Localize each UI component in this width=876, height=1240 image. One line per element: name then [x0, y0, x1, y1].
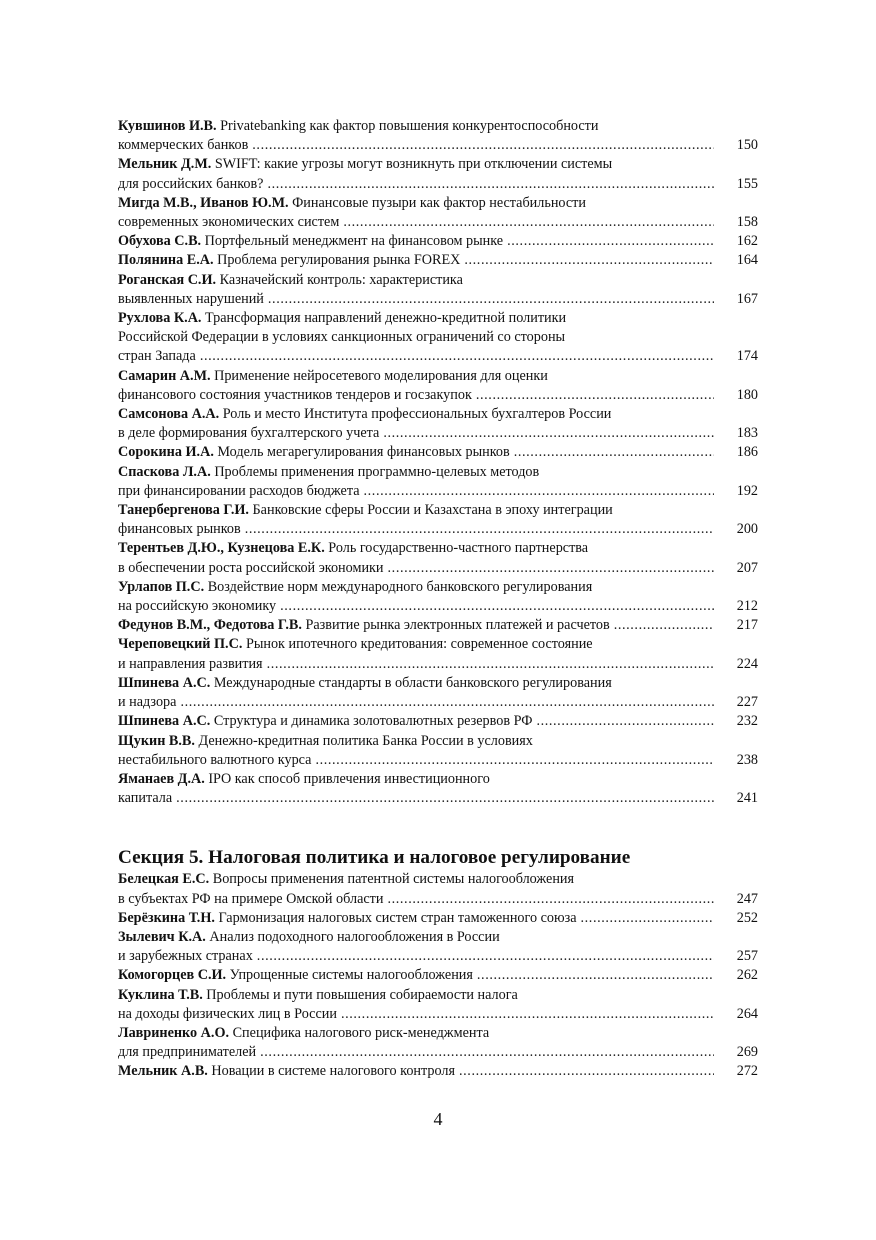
toc-leader-dots	[252, 136, 714, 155]
toc-entry[interactable]	[118, 1024, 758, 1062]
toc-page-number: 180	[736, 386, 758, 403]
table-of-contents	[118, 117, 758, 1082]
toc-page-number: 238	[736, 751, 758, 768]
toc-entry-author: Федунов В.М., Федотова Г.В.	[118, 617, 302, 634]
toc-entry-line	[118, 520, 758, 539]
toc-entry[interactable]	[118, 712, 758, 731]
section-5-title: Секция 5. Налоговая политика и налоговое регулирование	[118, 847, 631, 869]
toc-entry-text	[118, 1005, 337, 1024]
toc-leader-dots	[245, 520, 714, 539]
toc-entry-line	[118, 770, 758, 789]
toc-leader-dots	[267, 655, 714, 674]
toc-entry-text	[118, 347, 196, 366]
toc-page-number: 272	[736, 1063, 758, 1080]
toc-entry[interactable]	[118, 251, 758, 270]
toc-entry-line	[118, 870, 758, 889]
toc-page-number: 247	[736, 890, 758, 907]
toc-entry-line	[118, 232, 758, 251]
toc-leader-dots	[364, 482, 715, 501]
toc-entry-author: Мельник Д.М.	[118, 156, 212, 173]
toc-entry-line	[118, 136, 758, 155]
toc-entry-line	[118, 539, 758, 558]
toc-entry-line	[118, 947, 758, 966]
toc-entry-line	[118, 155, 758, 174]
toc-entry-author: Рухлова К.А.	[118, 310, 202, 327]
toc-entry-title: Воздействие норм международного банковского регулирования	[204, 578, 593, 595]
toc-page-number: 241	[736, 790, 758, 807]
toc-entry-line	[118, 751, 758, 770]
toc-entry-line	[118, 1005, 758, 1024]
toc-entry-line	[118, 367, 758, 386]
toc-entry-author: Роганская С.И.	[118, 271, 217, 288]
toc-entry-line	[118, 909, 758, 928]
toc-page-number: 192	[736, 482, 758, 499]
toc-entry-line	[118, 616, 758, 635]
toc-entry-line	[118, 271, 758, 290]
toc-entry-author: Полянина Е.А.	[118, 252, 214, 269]
toc-entry-line	[118, 251, 758, 270]
toc-entry-text	[118, 136, 248, 155]
toc-entry-title: капитала	[118, 790, 173, 807]
toc-entry-author: Шпинева А.С.	[118, 713, 211, 730]
toc-entry-line	[118, 290, 758, 309]
toc-entry-title: финансовых рынков	[118, 521, 241, 538]
toc-page-number: 183	[736, 425, 758, 442]
toc-entry-title: Privatebanking как фактор повышения конкурентоспособности	[216, 118, 599, 134]
toc-leader-dots	[200, 347, 714, 366]
toc-entry-text	[118, 232, 503, 251]
toc-page-number: 269	[736, 1044, 758, 1061]
toc-entry-text	[118, 482, 360, 501]
toc-entry-line	[118, 213, 758, 232]
toc-entry-text	[118, 290, 264, 309]
toc-page-number: 262	[736, 967, 758, 984]
toc-entry-title: Проблемы применения программно-целевых методов	[210, 463, 540, 480]
toc-leader-dots	[459, 1062, 714, 1081]
toc-entry[interactable]	[118, 986, 758, 1024]
toc-entry-title: Казначейский контроль: характеристика	[216, 271, 463, 288]
toc-entry-author: Щукин В.В.	[118, 732, 195, 749]
toc-entry[interactable]	[118, 732, 758, 770]
toc-entry-title: в деле формирования бухгалтерского учета	[118, 425, 380, 442]
toc-entry-line	[118, 928, 758, 947]
toc-entry[interactable]	[118, 309, 758, 367]
toc-leader-dots	[614, 616, 714, 635]
toc-page-number: 207	[736, 559, 758, 576]
toc-page-number: 162	[736, 233, 758, 250]
toc-entry-title: Анализ подоходного налогообложения в России	[205, 928, 500, 945]
toc-entry-title: для российских банков?	[118, 175, 264, 192]
toc-page-number: 264	[736, 1005, 758, 1022]
toc-entry-line	[118, 424, 758, 443]
toc-entry-author: Танербергенова Г.И.	[118, 502, 249, 519]
toc-page-number: 167	[736, 290, 758, 307]
toc-page-number: 227	[736, 694, 758, 711]
toc-leader-dots	[388, 559, 714, 578]
toc-entry-title: и надзора	[118, 694, 177, 711]
toc-entry-text	[118, 890, 383, 909]
toc-entry-author: Куклина Т.В.	[118, 986, 203, 1003]
toc-entry[interactable]	[118, 539, 758, 577]
toc-entry-line	[118, 443, 758, 462]
toc-entry-author: Обухова С.В.	[118, 233, 202, 250]
toc-entry-author: Урлапов П.С.	[118, 578, 205, 595]
toc-entry-text	[118, 909, 577, 928]
toc-entry-author: Мельник А.В.	[118, 1063, 208, 1080]
toc-leader-dots	[343, 213, 714, 232]
toc-entry-text	[118, 175, 263, 194]
toc-entry[interactable]	[118, 155, 758, 193]
toc-page-number: 224	[736, 655, 758, 672]
toc-page-number: 252	[736, 909, 758, 926]
toc-entry-title: Модель мегарегулирования финансовых рынков	[213, 444, 510, 461]
toc-entry-author: Самарин А.М.	[118, 367, 211, 384]
toc-entry-title: и направления развития	[118, 655, 263, 672]
toc-entry-title: Новации в системе налогового контроля	[207, 1063, 456, 1080]
toc-entry[interactable]	[118, 501, 758, 539]
toc-entry[interactable]	[118, 674, 758, 712]
toc-leader-dots	[341, 1005, 714, 1024]
toc-page-number: 212	[736, 598, 758, 615]
toc-entry-title: SWIFT: какие угрозы могут возникнуть при отключении системы	[211, 156, 613, 173]
toc-entry-line	[118, 386, 758, 405]
page-number: 4	[433, 1109, 443, 1129]
toc-entry[interactable]	[118, 367, 758, 405]
toc-leader-dots	[268, 290, 714, 309]
toc-page-number: 217	[736, 617, 758, 634]
toc-entry-author: Мигда М.В., Иванов Ю.М.	[118, 194, 289, 211]
toc-entry-line	[118, 309, 758, 328]
toc-leader-dots	[536, 712, 714, 731]
toc-entry-text	[118, 597, 276, 616]
toc-entry-author: Комогорцев С.И.	[118, 967, 227, 984]
toc-entry[interactable]	[118, 232, 758, 251]
toc-entry-text	[118, 655, 263, 674]
toc-entry[interactable]	[118, 870, 758, 908]
toc-entry-title: Финансовые пузыри как фактор нестабильности	[288, 194, 586, 211]
toc-entry-line	[118, 175, 758, 194]
toc-page-number: 158	[736, 214, 758, 231]
toc-entry-author: Яманаев Д.А.	[118, 770, 205, 787]
toc-entry-line	[118, 966, 758, 985]
toc-entry-title: стран Запада	[118, 348, 196, 365]
toc-entry-text	[118, 693, 176, 712]
toc-entry[interactable]	[118, 463, 758, 501]
toc-entry-title: IPO как способ привлечения инвестиционного	[204, 770, 490, 787]
toc-entry-text	[118, 386, 472, 405]
toc-entry-line	[118, 732, 758, 751]
toc-leader-dots	[464, 251, 714, 270]
toc-leader-dots	[280, 597, 714, 616]
toc-entry-title: Структура и динамика золотовалютных резервов РФ	[210, 713, 533, 730]
toc-entry-text	[118, 424, 379, 443]
toc-entry-title: Банковские сферы России и Казахстана в эпоху интеграции	[248, 502, 613, 519]
toc-entry-line	[118, 635, 758, 654]
toc-entry-title: современных экономических систем	[118, 214, 340, 231]
toc-entry-line	[118, 482, 758, 501]
toc-entry-title: Рынок ипотечного кредитования: современное состояние	[242, 636, 593, 653]
toc-entry-line	[118, 194, 758, 213]
toc-entry-line	[118, 789, 758, 808]
toc-entry[interactable]	[118, 405, 758, 443]
toc-entry-title: Проблемы и пути повышения собираемости налога	[202, 986, 518, 1003]
toc-leader-dots	[315, 751, 714, 770]
toc-entry-text	[118, 213, 339, 232]
toc-page-number: 186	[736, 444, 758, 461]
toc-entry[interactable]	[118, 194, 758, 232]
toc-entry-text	[118, 1062, 455, 1081]
toc-entry-text	[118, 559, 384, 578]
toc-entry-line	[118, 578, 758, 597]
toc-entry-text	[118, 1043, 256, 1062]
toc-entry-title: Российской Федерации в условиях санкционных ограничений со стороны	[118, 329, 566, 346]
toc-entry[interactable]	[118, 616, 758, 635]
toc-entry-line	[118, 1043, 758, 1062]
toc-entry-text	[118, 251, 460, 270]
toc-page-number: 200	[736, 521, 758, 538]
toc-entry-text	[118, 789, 172, 808]
toc-entry-title: нестабильного валютного курса	[118, 751, 312, 768]
toc-entry-title: коммерческих банков	[118, 137, 249, 154]
toc-entry-author: Череповецкий П.С.	[118, 636, 243, 653]
toc-entry-line	[118, 501, 758, 520]
toc-entry-title: в субъектах РФ на примере Омской области	[118, 890, 384, 907]
toc-leader-dots	[176, 789, 714, 808]
toc-entry-line	[118, 674, 758, 693]
toc-page-number: 164	[736, 252, 758, 269]
toc-entry[interactable]	[118, 271, 758, 309]
toc-entry-author: Зылевич К.А.	[118, 928, 206, 945]
toc-entry-title: для предпринимателей	[118, 1044, 257, 1061]
toc-entry-text	[118, 443, 510, 462]
toc-leader-dots	[507, 232, 714, 251]
toc-entry-line	[118, 559, 758, 578]
toc-entry-line	[118, 712, 758, 731]
toc-list-section5	[118, 870, 758, 1081]
toc-entry-title: Роль государственно-частного партнерства	[324, 540, 589, 557]
toc-entry-title: Денежно-кредитная политика Банка России в условиях	[194, 732, 533, 749]
toc-leader-dots	[267, 175, 714, 194]
toc-leader-dots	[257, 947, 714, 966]
toc-entry-line	[118, 693, 758, 712]
toc-entry[interactable]	[118, 443, 758, 462]
toc-entry-title: на российскую экономику	[118, 598, 277, 615]
toc-entry-title: Международные стандарты в области банковского регулирования	[210, 674, 612, 691]
toc-entry[interactable]	[118, 770, 758, 808]
toc-entry-text	[118, 712, 532, 731]
toc-page-number: 174	[736, 348, 758, 365]
toc-leader-dots	[514, 443, 714, 462]
toc-entry[interactable]	[118, 578, 758, 616]
toc-entry-line	[118, 328, 758, 347]
toc-entry-line	[118, 655, 758, 674]
toc-leader-dots	[180, 693, 714, 712]
toc-page-number: 232	[736, 713, 758, 730]
toc-page-number: 150	[736, 137, 758, 154]
toc-entry-title: Трансформация направлений денежно-кредитной политики	[201, 310, 567, 327]
toc-entry[interactable]	[118, 909, 758, 928]
toc-entry-title: Специфика налогового риск-менеджмента	[229, 1024, 490, 1041]
toc-entry-author: Лавриненко А.О.	[118, 1024, 230, 1041]
toc-entry-author: Терентьев Д.Ю., Кузнецова Е.К.	[118, 540, 325, 557]
toc-entry-author: Самсонова А.А.	[118, 406, 220, 423]
toc-leader-dots	[260, 1043, 714, 1062]
toc-entry-title: Гармонизация налоговых систем стран таможенного союза	[214, 909, 577, 926]
toc-entry-line	[118, 117, 758, 136]
toc-entry-title: выявленных нарушений	[118, 290, 264, 307]
toc-entry-title: на доходы физических лиц в России	[118, 1005, 337, 1022]
toc-page-number: 257	[736, 948, 758, 965]
toc-page-number: 155	[736, 175, 758, 192]
toc-leader-dots	[477, 966, 714, 985]
toc-entry-text	[118, 947, 253, 966]
toc-entry-title: Развитие рынка электронных платежей и расчетов	[301, 617, 610, 634]
toc-entry-title: Роль и место Института профессиональных бухгалтеров России	[219, 406, 612, 423]
toc-entry-line	[118, 1062, 758, 1081]
toc-entry-title: Портфельный менеджмент на финансовом рынке	[201, 233, 504, 250]
toc-entry-author: Берёзкина Т.Н.	[118, 909, 215, 926]
toc-entry-line	[118, 890, 758, 909]
toc-entry[interactable]	[118, 928, 758, 966]
toc-entry-title: Применение нейросетевого моделирования для оценки	[210, 367, 548, 384]
toc-entry-title: в обеспечении роста российской экономики	[118, 559, 384, 576]
toc-entry-author: Спаскова Л.А.	[118, 463, 211, 480]
section-gap	[118, 808, 758, 846]
toc-entry-author: Кувшинов И.В.	[118, 118, 217, 134]
toc-entry-author: Белецкая Е.С.	[118, 871, 210, 888]
toc-entry-line	[118, 1024, 758, 1043]
toc-entry-title: Вопросы применения патентной системы налогообложения	[209, 871, 575, 888]
toc-entry-text	[118, 966, 473, 985]
toc-entry-author: Сорокина И.А.	[118, 444, 214, 461]
toc-entry[interactable]	[118, 1062, 758, 1081]
toc-entry[interactable]	[118, 966, 758, 985]
toc-entry-line	[118, 986, 758, 1005]
toc-entry-title: Проблема регулирования рынка FOREX	[213, 252, 461, 269]
toc-entry-author: Шпинева А.С.	[118, 674, 211, 691]
toc-list-section4	[118, 117, 758, 808]
toc-leader-dots	[476, 386, 714, 405]
toc-entry-text	[118, 751, 311, 770]
toc-leader-dots	[387, 890, 714, 909]
toc-entry-title: и зарубежных странах	[118, 948, 253, 965]
toc-entry-line	[118, 405, 758, 424]
toc-leader-dots	[581, 909, 715, 928]
toc-entry-title: Упрощенные системы налогообложения	[226, 967, 473, 984]
toc-entry-text	[118, 520, 241, 539]
toc-entry-title: при финансировании расходов бюджета	[118, 482, 360, 499]
toc-entry-line	[118, 347, 758, 366]
toc-entry-line	[118, 463, 758, 482]
toc-entry[interactable]	[118, 635, 758, 673]
toc-entry-title: финансового состояния участников тендеров и госзакупок	[118, 386, 472, 403]
toc-entry-text	[118, 616, 610, 635]
toc-entry[interactable]	[118, 117, 758, 155]
toc-entry-line	[118, 597, 758, 616]
toc-leader-dots	[383, 424, 714, 443]
